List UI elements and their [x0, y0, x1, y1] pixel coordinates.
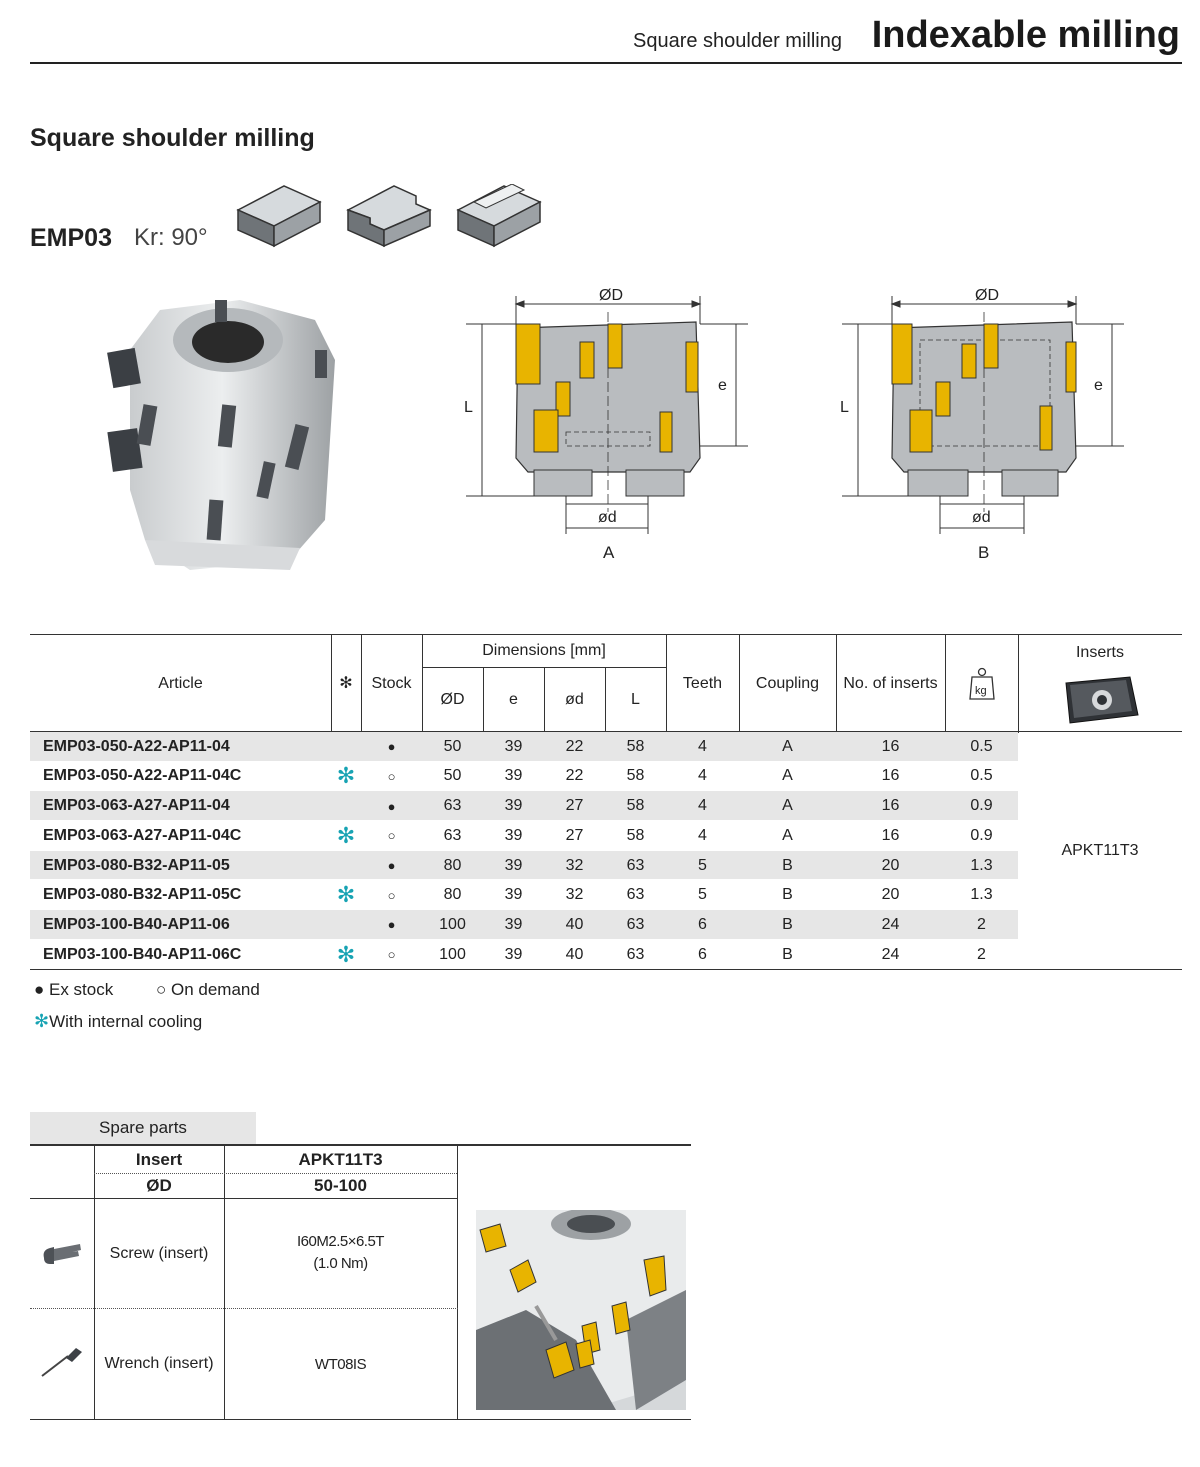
cell-e: 39 [504, 945, 523, 963]
table-header [30, 634, 1182, 732]
cell-od: 50 [443, 767, 462, 785]
cell-l: 58 [626, 767, 645, 785]
cell-stock: ○ [387, 828, 396, 844]
cell-od: 63 [443, 797, 462, 815]
header-subtitle: Square shoulder milling [632, 30, 842, 52]
cell-teeth: 4 [698, 797, 707, 815]
cell-article: EMP03-063-A27-AP11-04 [43, 797, 230, 815]
cell-e: 39 [504, 886, 523, 904]
header-no-of-inserts: No. of inserts [843, 675, 938, 692]
header-dimensions: Dimensions [mm] [482, 642, 606, 659]
svg-text:L: L [840, 399, 849, 416]
cell-od: 50 [443, 737, 462, 755]
spare-insert-value: APKT11T3 [298, 1149, 383, 1169]
table-row [30, 881, 1018, 911]
cell-e: 39 [504, 797, 523, 815]
cell-inserts: 24 [881, 945, 900, 963]
cell-cooling [331, 732, 361, 762]
drawing-a-od-label: ØD [599, 287, 623, 304]
cell-teeth: 4 [698, 767, 707, 785]
cooling-icon: ✻ [34, 1011, 50, 1031]
cell-e: 39 [504, 915, 523, 933]
cell-od: 80 [443, 886, 462, 904]
cell-od: 80 [443, 856, 462, 874]
cell-weight: 0.9 [970, 826, 993, 844]
cell-teeth: 5 [698, 886, 707, 904]
header-article: Article [158, 675, 203, 692]
table-row [30, 851, 1018, 881]
cell-cooling: ✻ [336, 941, 356, 967]
cell-l: 58 [626, 737, 645, 755]
header-od: ØD [440, 691, 465, 708]
cell-cooling [331, 851, 361, 881]
cell-e: 39 [504, 826, 523, 844]
cell-stock: ○ [387, 887, 396, 903]
cell-coupling: B [782, 945, 793, 963]
cell-d: 22 [565, 737, 584, 755]
drawing-coupling-a [460, 282, 760, 572]
cell-article: EMP03-100-B40-AP11-06C [43, 945, 242, 963]
cell-teeth: 4 [698, 737, 707, 755]
cell-od: 63 [443, 826, 462, 844]
cell-weight: 2 [977, 945, 986, 963]
cell-od: 100 [439, 915, 466, 933]
cell-d: 22 [565, 767, 584, 785]
header-d: ød [565, 691, 584, 708]
page-header [30, 10, 1182, 64]
cell-coupling: A [782, 737, 793, 755]
cell-l: 63 [626, 915, 645, 933]
screw-icon [40, 1236, 84, 1277]
spare-od-value: 50-100 [314, 1175, 367, 1195]
header-inserts: Inserts [1075, 644, 1124, 661]
cell-article: EMP03-063-A27-AP11-04C [43, 826, 242, 844]
spare-screw-value: I60M2.5×6.5T [297, 1232, 384, 1250]
product-kr-angle: Kr: 90° [134, 224, 208, 251]
cell-coupling: A [782, 797, 793, 815]
spare-wrench-value: WT08IS [314, 1355, 367, 1373]
header-cooling-icon: ✻ [339, 675, 353, 692]
cell-stock: ● [387, 917, 396, 933]
spare-od-label: ØD [146, 1175, 172, 1195]
step-shape-icon [344, 184, 434, 250]
cutter-closeup-photo [466, 1210, 686, 1410]
article-table [30, 634, 1182, 967]
cell-teeth: 6 [698, 915, 707, 933]
legend-on-demand: ○ On demand [156, 980, 260, 999]
legend-cooling [34, 1012, 202, 1032]
cell-d: 27 [565, 797, 584, 815]
cell-coupling: B [782, 915, 793, 933]
table-row [30, 910, 1018, 940]
cell-l: 63 [626, 856, 645, 874]
cell-article: EMP03-050-A22-AP11-04C [43, 767, 242, 785]
product-code: EMP03 [30, 224, 112, 252]
table-row [30, 762, 1018, 792]
cell-l: 63 [626, 945, 645, 963]
drawing-coupling-b [836, 282, 1136, 572]
cell-od: 100 [439, 945, 466, 963]
svg-text:ød: ød [972, 509, 991, 526]
table-row [30, 732, 1018, 762]
cell-d: 40 [565, 915, 584, 933]
cell-stock: ● [387, 858, 396, 874]
cell-d: 40 [565, 945, 584, 963]
header-title: Indexable milling [871, 14, 1180, 56]
cell-coupling: A [782, 826, 793, 844]
wrench-icon [38, 1344, 84, 1385]
cell-e: 39 [504, 856, 523, 874]
cell-weight: 0.5 [970, 767, 993, 785]
cell-l: 58 [626, 797, 645, 815]
legend-ex-stock: ● Ex stock [34, 980, 114, 999]
table-row [30, 940, 1018, 970]
svg-text:B: B [978, 543, 990, 562]
cell-stock: ○ [387, 768, 396, 784]
insert-type-cell: APKT11T3 [1061, 842, 1139, 859]
cell-cooling [331, 791, 361, 821]
header-stock: Stock [371, 675, 412, 692]
cell-e: 39 [504, 767, 523, 785]
cell-teeth: 6 [698, 945, 707, 963]
header-l: L [631, 691, 640, 708]
cell-article: EMP03-080-B32-AP11-05C [43, 886, 242, 904]
svg-text:e: e [1094, 377, 1103, 394]
insert-icon [1060, 675, 1140, 730]
cell-article: EMP03-080-B32-AP11-05 [43, 856, 230, 874]
cell-inserts: 16 [881, 767, 900, 785]
cell-teeth: 5 [698, 856, 707, 874]
header-e: e [509, 691, 518, 708]
cell-inserts: 16 [881, 826, 900, 844]
milling-cutter-photo [100, 290, 350, 580]
spare-wrench-label: Wrench (insert) [104, 1355, 214, 1372]
cell-weight: 2 [977, 915, 986, 933]
table-row [30, 821, 1018, 851]
cell-coupling: A [782, 767, 793, 785]
table-row [30, 791, 1018, 821]
section-title: Square shoulder milling [30, 124, 315, 152]
cell-l: 58 [626, 826, 645, 844]
cell-article: EMP03-100-B40-AP11-06 [43, 915, 230, 933]
header-teeth: Teeth [682, 675, 723, 692]
cell-coupling: B [782, 886, 793, 904]
cell-cooling: ✻ [336, 882, 356, 908]
cell-cooling: ✻ [336, 763, 356, 789]
cell-weight: 1.3 [970, 856, 993, 874]
svg-text:ØD: ØD [975, 287, 999, 304]
svg-text:e: e [718, 377, 727, 394]
cell-weight: 0.9 [970, 797, 993, 815]
spare-screw-label: Screw (insert) [109, 1245, 209, 1262]
cell-d: 32 [565, 886, 584, 904]
cell-inserts: 20 [881, 886, 900, 904]
cell-cooling: ✻ [336, 822, 356, 848]
slot-shape-icon [454, 184, 544, 250]
spare-insert-label: Insert [135, 1149, 183, 1169]
svg-text:ød: ød [598, 509, 617, 526]
cell-l: 63 [626, 886, 645, 904]
cell-d: 27 [565, 826, 584, 844]
header-coupling: Coupling [755, 675, 820, 692]
cell-inserts: 16 [881, 797, 900, 815]
cell-weight: 1.3 [970, 886, 993, 904]
cell-coupling: B [782, 856, 793, 874]
cell-stock: ● [387, 739, 396, 755]
cell-cooling [331, 910, 361, 940]
cell-weight: 0.5 [970, 737, 993, 755]
legend-cooling-text: With internal cooling [49, 1012, 203, 1031]
spare-screw-torque: (1.0 Nm) [313, 1254, 368, 1272]
svg-text:kg: kg [974, 685, 987, 697]
cell-stock: ○ [387, 947, 396, 963]
cell-stock: ● [387, 798, 396, 814]
cell-inserts: 16 [881, 737, 900, 755]
cell-inserts: 20 [881, 856, 900, 874]
weight-icon [945, 635, 1018, 733]
cell-inserts: 24 [881, 915, 900, 933]
spare-parts-title: Spare parts [30, 1112, 256, 1144]
cell-e: 39 [504, 737, 523, 755]
cell-d: 32 [565, 856, 584, 874]
shoulder-shape-icon [234, 184, 324, 250]
cell-teeth: 4 [698, 826, 707, 844]
cell-article: EMP03-050-A22-AP11-04 [43, 737, 230, 755]
svg-text:A: A [603, 543, 615, 562]
svg-text:L: L [464, 399, 473, 416]
